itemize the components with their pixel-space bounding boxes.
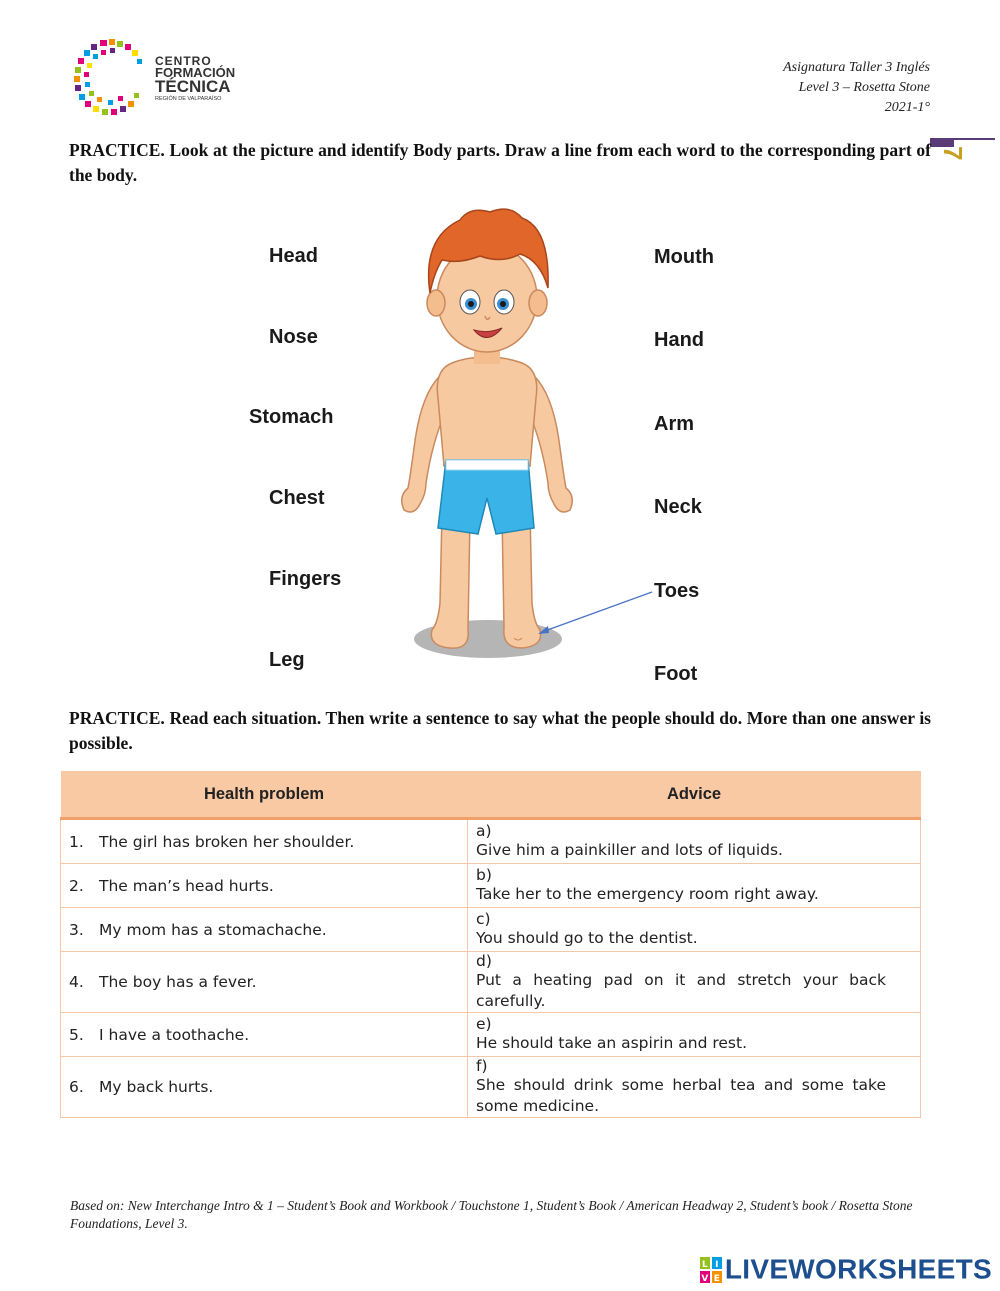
practice-2-label: PRACTICE: [69, 708, 161, 728]
word-foot[interactable]: Foot: [654, 663, 698, 685]
advice-text: You should go to the dentist.: [476, 929, 698, 947]
advice-text: He should take an aspirin and rest.: [476, 1034, 747, 1052]
practice-1-text: . Look at the picture and identify Body parts. Draw a line from each word to the corresponding part of the body.: [69, 140, 931, 185]
logo-text: [155, 55, 235, 103]
table-row: [61, 864, 921, 908]
advice-cell: [468, 864, 921, 908]
logo-mark-icon: [70, 38, 152, 118]
advice-text: Take her to the emergency room right away.: [476, 885, 819, 903]
practice-2-text: . Read each situation. Then write a sentence to say what the people should do. More than one answer is possible.: [69, 708, 931, 753]
table-row: [61, 952, 921, 1013]
word-nose[interactable]: Nose: [269, 326, 318, 348]
page-number: 7: [938, 146, 968, 161]
problem-text: The girl has broken her shoulder.: [99, 832, 355, 851]
logo-line-1: CENTRO: [155, 54, 212, 68]
header-advice: Advice: [468, 771, 921, 819]
brand-letter-l: L: [701, 1259, 708, 1270]
table-row: [61, 1057, 921, 1118]
table-row: [61, 908, 921, 952]
word-stomach[interactable]: Stomach: [249, 406, 334, 428]
word-arm[interactable]: Arm: [654, 413, 695, 435]
word-fingers[interactable]: Fingers: [269, 568, 342, 590]
problem-number: 6.: [69, 1078, 84, 1096]
word-neck[interactable]: Neck: [654, 496, 702, 518]
word-mouth[interactable]: Mouth: [654, 246, 714, 268]
problem-number: 1.: [69, 832, 84, 851]
advice-letter: f): [476, 1057, 488, 1075]
problem-text: I have a toothache.: [99, 1025, 250, 1044]
problem-text: My mom has a stomachache.: [99, 920, 327, 939]
advice-text: Put a heating pad on it and stretch your back carefully.: [476, 971, 886, 1010]
logo-line-4: REGIÓN DE VALPARAÍSO: [155, 96, 222, 102]
advice-text: She should drink some herbal tea and some take some medicine.: [476, 1076, 886, 1115]
problem-number: 2.: [69, 876, 84, 895]
problem-cell: [61, 864, 468, 908]
course-level: Level 3 – Rosetta Stone: [798, 80, 930, 95]
table-row: [61, 1013, 921, 1057]
problem-cell: [61, 819, 468, 864]
live-letters-icon: [700, 1257, 722, 1283]
table-row: [61, 819, 921, 864]
word-toes[interactable]: Toes: [654, 580, 700, 602]
advice-text: Give him a painkiller and lots of liquids.: [476, 841, 783, 859]
brand-letter-i: I: [715, 1259, 719, 1270]
source-footer: Based on: New Interchange Intro & 1 – Student’s Book and Workbook / Touchstone 1, Student’s Book / American Headway 2, Student’s book / Rosetta Stone Foundations, Level 3.: [70, 1198, 913, 1231]
course-header: [783, 58, 930, 118]
practice-1-instructions: [69, 138, 931, 188]
course-name: Asignatura Taller 3 Inglés: [783, 60, 930, 75]
advice-letter: b): [476, 866, 492, 884]
brand-letter-e: E: [713, 1273, 721, 1283]
course-term: 2021-1°: [884, 100, 930, 115]
advice-cell: [468, 819, 921, 864]
brand-name: LIVEWORKSHEETS: [724, 1253, 992, 1285]
advice-cell: [468, 1013, 921, 1057]
advice-letter: d): [476, 952, 492, 970]
advice-letter: c): [476, 910, 491, 928]
advice-letter: e): [476, 1015, 492, 1033]
practice-2-instructions: [69, 706, 931, 756]
problem-cell: [61, 1057, 468, 1118]
advice-cell: [468, 908, 921, 952]
brand-letter-v: V: [701, 1273, 709, 1283]
problem-text: My back hurts.: [99, 1078, 214, 1096]
problem-text: The man’s head hurts.: [99, 876, 274, 895]
advice-cell: [468, 952, 921, 1013]
problem-number: 4.: [69, 973, 84, 991]
health-advice-table: [60, 771, 921, 1118]
problem-text: The boy has a fever.: [99, 973, 257, 991]
problem-cell: [61, 1013, 468, 1057]
example-arrow: [530, 588, 660, 638]
advice-cell: [468, 1057, 921, 1118]
liveworksheets-brand: [700, 1252, 992, 1286]
word-head[interactable]: Head: [269, 245, 318, 267]
problem-number: 5.: [69, 1025, 84, 1044]
word-chest[interactable]: Chest: [269, 487, 325, 509]
logo-line-3: TÉCNICA: [155, 77, 231, 96]
word-hand[interactable]: Hand: [654, 329, 704, 351]
problem-cell: [61, 952, 468, 1013]
practice-1-label: PRACTICE: [69, 140, 161, 160]
problem-cell: [61, 908, 468, 952]
problem-number: 3.: [69, 920, 84, 939]
header-health-problem: Health problem: [61, 771, 468, 819]
logo-line-2: FORMACIÓN: [155, 65, 236, 80]
word-leg[interactable]: Leg: [269, 649, 305, 671]
table-header-row: [61, 771, 921, 819]
advice-letter: a): [476, 822, 492, 840]
